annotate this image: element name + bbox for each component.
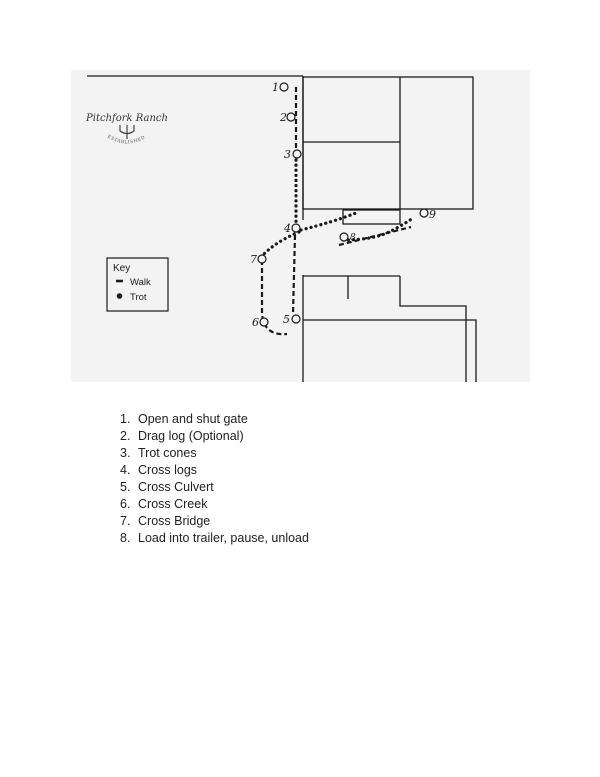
step-number: 1. — [120, 412, 131, 426]
station-label-1: 1 — [272, 81, 279, 94]
station-label-9: 9 — [429, 208, 436, 221]
step-text: Cross Creek — [138, 497, 208, 511]
step-text: Cross logs — [138, 463, 198, 477]
station-label-3: 3 — [284, 148, 291, 161]
station-label-5: 5 — [283, 313, 290, 326]
step-text: Drag log (Optional) — [138, 429, 244, 443]
key-walk-label: Walk — [130, 277, 151, 288]
trot-path-to-bridge — [262, 232, 299, 256]
pasture-outline — [303, 77, 473, 209]
step-item — [120, 445, 309, 462]
step-text: Load into trailer, pause, unload — [138, 531, 309, 545]
station-label-7: 7 — [250, 253, 257, 266]
step-text: Open and shut gate — [138, 412, 248, 426]
station-marker-2 — [287, 113, 295, 121]
course-map-drawing — [71, 70, 530, 382]
step-text: Trot cones — [138, 446, 197, 460]
step-number: 5. — [120, 480, 131, 494]
step-item — [120, 428, 309, 445]
course-map — [71, 70, 530, 382]
trot-path-logs — [301, 213, 356, 230]
bottom-fence-line — [303, 320, 476, 382]
walk-path-logs-to-culvert — [293, 235, 295, 314]
station-marker-3 — [293, 150, 301, 158]
trot-dot-icon — [117, 293, 123, 299]
step-number: 3. — [120, 446, 131, 460]
step-item — [120, 479, 309, 496]
trailer — [343, 210, 400, 224]
map-key — [107, 258, 168, 311]
corral-step-line — [400, 276, 466, 382]
course-steps-list — [120, 411, 309, 547]
station-marker-7 — [258, 255, 266, 263]
station-marker-9 — [420, 209, 428, 217]
step-number: 8. — [120, 531, 131, 545]
step-item — [120, 462, 309, 479]
station-marker-4 — [292, 224, 300, 232]
step-number: 4. — [120, 463, 131, 477]
logo-tagline: ESTABLISHED — [106, 134, 147, 146]
station-labels — [250, 81, 436, 329]
logo-tagline-text — [71, 70, 149, 146]
logo-name: Pitchfork Ranch — [86, 113, 168, 124]
station-marker-5 — [292, 315, 300, 323]
step-text: Cross Culvert — [138, 480, 214, 494]
station-marker-1 — [280, 83, 288, 91]
step-item — [120, 513, 309, 530]
station-marker-6 — [260, 318, 268, 326]
step-item — [120, 530, 309, 547]
ranch-logo — [71, 70, 168, 146]
station-marker-8 — [340, 233, 348, 241]
key-trot-label: Trot — [130, 292, 147, 303]
key-title: Key — [113, 263, 131, 274]
station-label-4: 4 — [284, 222, 291, 235]
step-text: Cross Bridge — [138, 514, 211, 528]
station-label-2: 2 — [280, 111, 287, 124]
step-item — [120, 411, 309, 428]
station-label-6: 6 — [252, 316, 259, 329]
step-item — [120, 496, 309, 513]
trot-paths — [262, 160, 413, 256]
step-number: 7. — [120, 514, 131, 528]
station-label-8: 8 — [350, 233, 356, 243]
step-number: 6. — [120, 497, 131, 511]
step-number: 2. — [120, 429, 131, 443]
pitchfork-icon — [120, 125, 134, 139]
